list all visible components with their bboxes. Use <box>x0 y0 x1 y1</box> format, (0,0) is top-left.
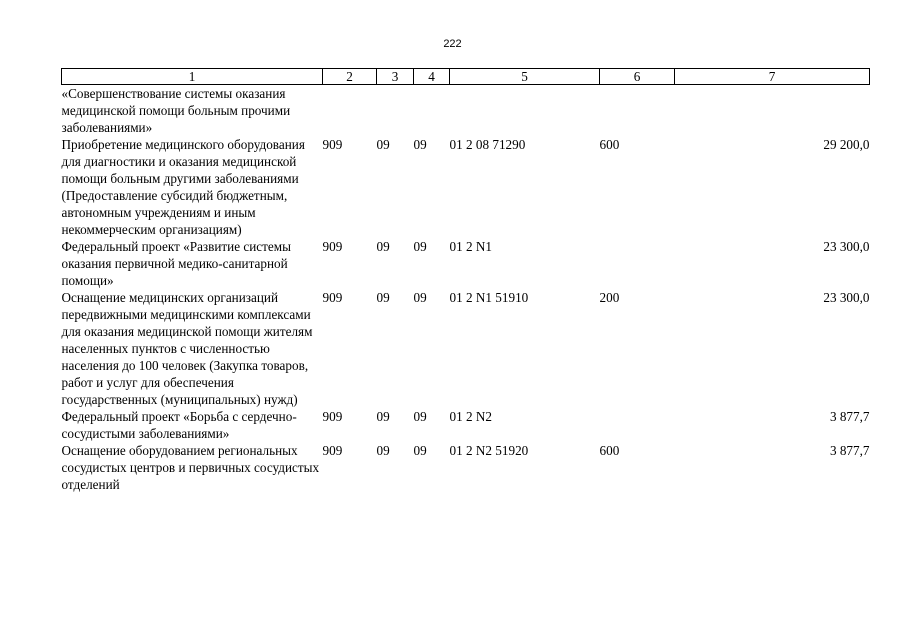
row-expense-type <box>600 238 675 289</box>
row-expense-type: 600 <box>599 443 620 458</box>
row-name: «Совершенствование системы оказания медицинской помощи больным прочими заболеваниями» <box>61 86 291 135</box>
row-subsection-code: 09 <box>413 409 427 424</box>
row-amount: 3 877,7 <box>829 409 870 424</box>
row-amount <box>675 85 870 137</box>
row-ministry-code: 909 <box>322 290 343 305</box>
row-section-code: 09 <box>376 290 390 305</box>
row-section-code: 09 <box>376 137 390 152</box>
row-subsection-code: 09 <box>413 290 427 305</box>
row-ministry-code <box>323 85 377 137</box>
row-section-code: 09 <box>376 409 390 424</box>
table-row <box>62 136 870 238</box>
row-section-code: 09 <box>376 239 390 254</box>
table-row <box>62 85 870 137</box>
column-header-5: 5 <box>450 69 600 85</box>
row-subsection-code: 09 <box>413 239 427 254</box>
row-name: Приобретение медицинского оборудования для диагностики и оказания медицинской помощи больным другими заболеваниями (Предоставление субсидий бюджетным, автономным учреждениям и иным некоммерческим организациям) <box>61 137 305 237</box>
row-amount: 23 300,0 <box>823 239 870 254</box>
page-number: 222 <box>443 38 462 50</box>
row-ministry-code: 909 <box>322 443 343 458</box>
column-header-1: 1 <box>62 69 323 85</box>
row-name: Федеральный проект «Развитие системы оказания первичной медико-санитарной помощи» <box>61 239 291 288</box>
column-header-6: 6 <box>600 69 675 85</box>
row-expense-type <box>600 85 675 137</box>
row-ministry-code: 909 <box>322 409 343 424</box>
table-row <box>62 238 870 289</box>
row-section-code <box>377 85 414 137</box>
row-target-article <box>450 85 600 137</box>
row-expense-type <box>600 408 675 442</box>
row-target-article: 01 2 N1 <box>449 239 492 254</box>
row-subsection-code: 09 <box>413 443 427 458</box>
table-row <box>62 408 870 442</box>
row-target-article: 01 2 08 71290 <box>449 137 526 152</box>
row-name: Оснащение оборудованием региональных сосудистых центров и первичных сосудистых отделений <box>61 443 320 492</box>
row-target-article: 01 2 N1 51910 <box>449 290 529 305</box>
row-ministry-code: 909 <box>322 239 343 254</box>
row-expense-type: 200 <box>599 290 620 305</box>
column-header-2: 2 <box>323 69 377 85</box>
row-amount: 23 300,0 <box>823 290 870 305</box>
column-header-3: 3 <box>377 69 414 85</box>
row-ministry-code: 909 <box>322 137 343 152</box>
row-name: Оснащение медицинских организаций передвижными медицинскими комплексами для оказания медицинской помощи жителям населенных пунктов с численностью населения до 100 человек (Закупка товаров, работ и услуг для обеспечения государственных (муниципальных) нужд) <box>61 290 313 407</box>
row-expense-type: 600 <box>599 137 620 152</box>
column-header-4: 4 <box>414 69 450 85</box>
table-row <box>62 442 870 493</box>
row-amount: 3 877,7 <box>829 443 870 458</box>
budget-table <box>61 68 870 493</box>
column-header-7: 7 <box>675 69 870 85</box>
row-subsection-code: 09 <box>413 137 427 152</box>
header-row <box>62 69 870 85</box>
row-name: Федеральный проект «Борьба с сердечно-сосудистыми заболеваниями» <box>61 409 297 441</box>
row-target-article: 01 2 N2 51920 <box>449 443 529 458</box>
row-subsection-code <box>414 85 450 137</box>
row-target-article: 01 2 N2 <box>449 409 492 424</box>
table-row <box>62 289 870 408</box>
row-section-code: 09 <box>376 443 390 458</box>
row-amount: 29 200,0 <box>823 137 870 152</box>
